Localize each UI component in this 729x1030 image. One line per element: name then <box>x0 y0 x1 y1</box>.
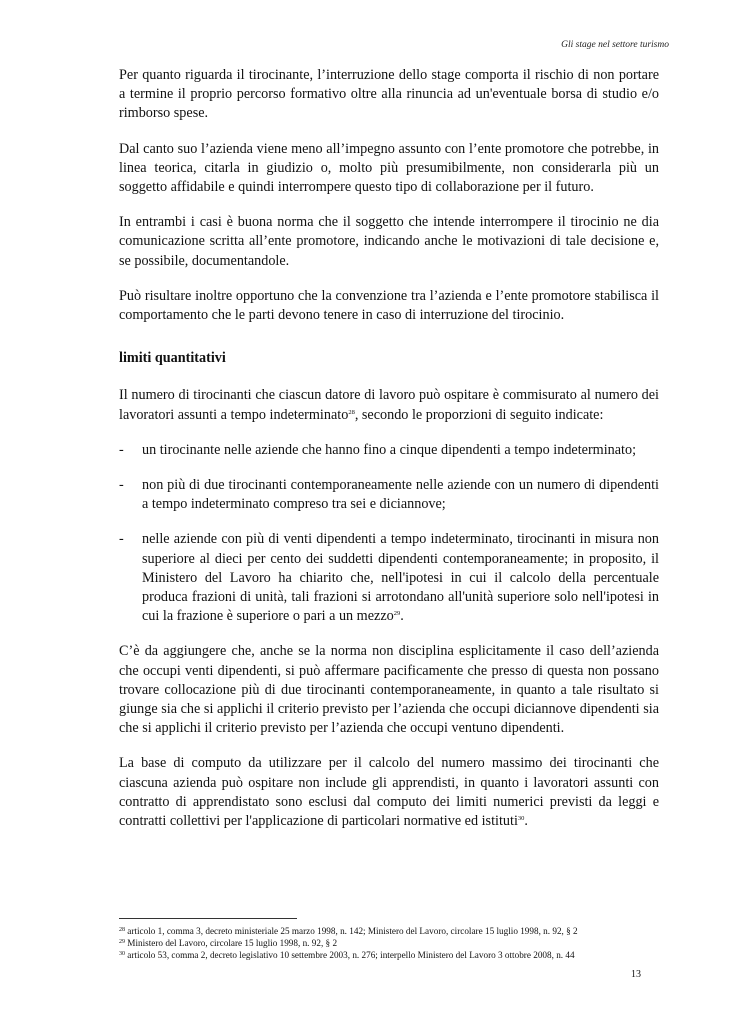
list-item-text: . <box>400 608 404 625</box>
bullet-marker: - <box>119 477 124 494</box>
footnote-ref: 30 <box>517 815 525 823</box>
list-item-text: nelle aziende con più di venti dipendenti a tempo indeterminato, tirocinanti in misura non superiore al dieci per cento dei suddetti dipendenti contemporaneamente; in proposito, il Ministero del Lavoro ha chiarito che, nell'ipotesi in cui il calcolo della percentuale produca frazioni di unità, tali frazioni si arrotondano all'unità superiore solo nell'ipotesi in cui la frazione è superiore o pari a un mezzo <box>142 531 659 625</box>
paragraph <box>119 754 659 831</box>
footnote-ref: 28 <box>348 408 355 416</box>
paragraph-text: , secondo le proporzioni di seguito indicate: <box>354 406 604 423</box>
bullet-marker: - <box>119 441 124 458</box>
paragraph: C’è da aggiungere che, anche se la norma non disciplina esplicitamente il caso dell’azienda che occupi venti dipendenti, si può affermare pacificamente che presso di questa non possano trovare collocazione più di due tirocinanti contemporaneamente, in quanto a tale risultato si giunge sia che si applichi il criterio previsto per l’azienda che occupi diciannove dipendenti sia che si applichi il criterio previsto per l’azienda che occupi ventuno dipendenti. <box>119 643 659 737</box>
section-heading: limiti quantitativi <box>119 350 226 367</box>
paragraph <box>119 386 659 424</box>
footnote-number: 30 <box>119 951 125 957</box>
footnote-ref: 29 <box>393 610 401 618</box>
page-number: 13 <box>631 969 641 980</box>
footnote <box>119 949 679 961</box>
bullet-list <box>119 441 659 627</box>
list-item <box>119 530 659 626</box>
paragraph-text: Il numero di tirocinanti che ciascun datore di lavoro può ospitare è commisurato al numero dei lavoratori assunti a tempo indeterminato <box>119 387 659 423</box>
footnote-text: articolo 1, comma 3, decreto ministeriale 25 marzo 1998, n. 142; Ministero del Lavoro, circolare 15 luglio 1998, n. 92, § 2 <box>127 926 578 936</box>
bullet-marker: - <box>119 531 124 548</box>
footnote-text: articolo 53, comma 2, decreto legislativo 10 settembre 2003, n. 276; interpello Ministero del Lavoro 3 ottobre 2008, n. 44 <box>127 950 575 960</box>
list-item-text: un tirocinante nelle aziende che hanno fino a cinque dipendenti a tempo indeterminato; <box>142 441 637 458</box>
list-item <box>119 441 659 460</box>
footnote <box>119 937 679 949</box>
page-body <box>119 66 659 847</box>
footnote-number: 29 <box>119 939 125 945</box>
footnote-separator <box>119 918 297 919</box>
footnote <box>119 925 679 937</box>
footnote-number: 28 <box>119 927 125 933</box>
list-item-text: non più di due tirocinanti contemporaneamente nelle aziende con un numero di dipendenti a tempo indeterminato compreso tra sei e diciannove; <box>142 477 659 513</box>
footnote-text: Ministero del Lavoro, circolare 15 luglio 1998, n. 92, § 2 <box>127 938 338 948</box>
paragraph: In entrambi i casi è buona norma che il soggetto che intende interrompere il tirocinio ne dia comunicazione scritta all’ente promotore, indicando anche le motivazioni di tale decisione e, se possibile, documentandole. <box>119 214 659 269</box>
paragraph: Può risultare inoltre opportuno che la convenzione tra l’azienda e l’ente promotore stabilisca il comportamento che le parti devono tenere in caso di interruzione del tirocinio. <box>119 287 659 324</box>
footnotes <box>119 925 679 961</box>
list-item <box>119 476 659 514</box>
running-header: Gli stage nel settore turismo <box>561 40 669 50</box>
paragraph-text: La base di computo da utilizzare per il calcolo del numero massimo dei tirocinanti che ciascuna azienda può ospitare non include gli apprendisti, in quanto i lavoratori assunti con contratto di apprendistato sono esclusi dal computo dei limiti numerici previsti da leggi e contratti collettivi per l'applicazione di particolari normative ed istituti <box>119 755 659 830</box>
paragraph: Per quanto riguarda il tirocinante, l’interruzione dello stage comporta il rischio di non portare a termine il proprio percorso formativo oltre alla rinuncia ad un'eventuale borsa di studio e/o rimborso spese. <box>119 67 659 122</box>
paragraph: Dal canto suo l’azienda viene meno all’impegno assunto con l’ente promotore che potrebbe, in linea teorica, citarla in giudizio o, molto più presumibilmente, non considerarla più un soggetto affidabile e quindi interrompere questo tipo di collaborazione per il futuro. <box>119 140 659 196</box>
paragraph-text: . <box>524 813 528 830</box>
